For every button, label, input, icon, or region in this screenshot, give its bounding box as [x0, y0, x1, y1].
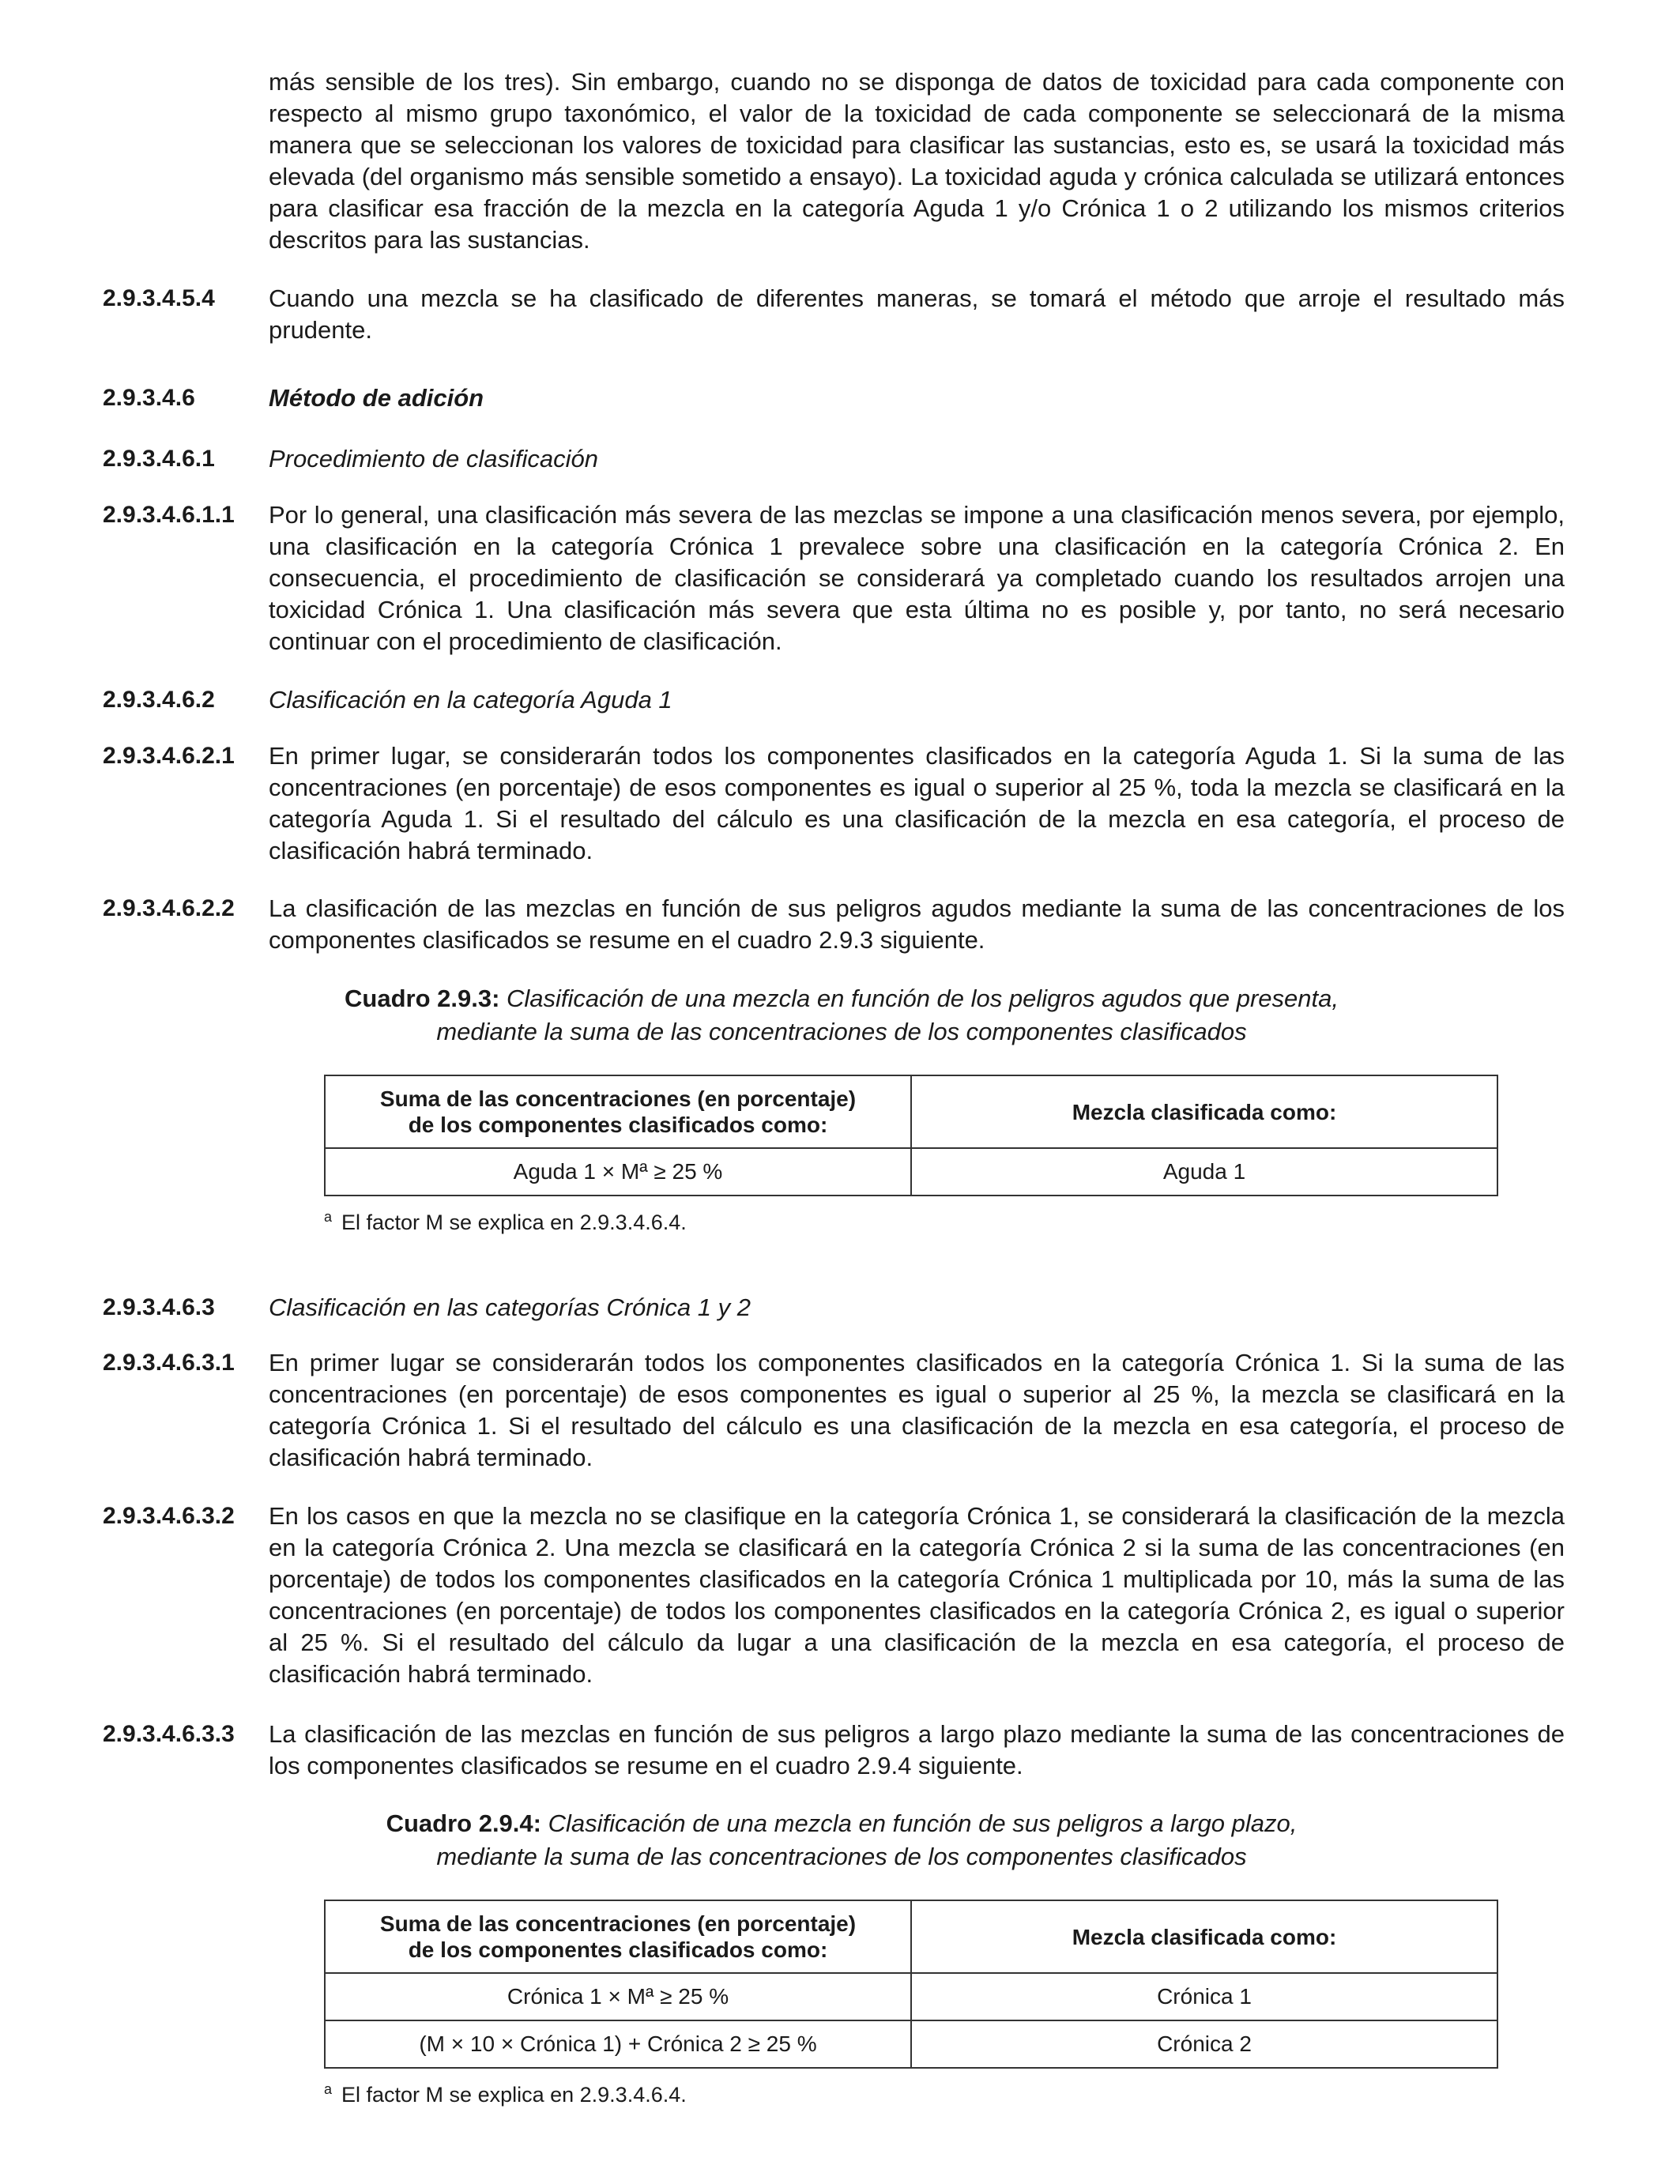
section-heading: Clasificación en la categoría Aguda 1 — [269, 686, 672, 714]
section-text: En primer lugar se considerarán todos los componentes clasificados en la categoría Crónica 1. Si la suma de las concentraciones (en porcentaje) de esos componentes es igual o superior al 25 %, la mezcla se clasificará en la categoría Crónica 1. Si el resultado del cálculo es una clasificación de la mezcla en esa categoría, el proceso de clasificación habrá terminado. — [269, 1349, 1565, 1471]
section-number: 2.9.3.4.6.1 — [103, 446, 215, 472]
section-number: 2.9.3.4.6.2.2 — [103, 895, 235, 921]
column-header-classified: Mezcla clasificada como: — [911, 1900, 1497, 1973]
section-number: 2.9.3.4.6.3.3 — [103, 1721, 235, 1747]
footnote-mark: a — [324, 1209, 333, 1225]
section-text: Cuando una mezcla se ha clasificado de diferentes maneras, se tomará el método que arroje el resultado más prudente. — [269, 284, 1565, 344]
table-cell: Aguda 1 × Mª ≥ 25 % — [325, 1148, 911, 1196]
table-1-caption — [316, 982, 1367, 1049]
column-header-sum: Suma de las concentraciones (en porcentaje) de los componentes clasificados como: — [325, 1075, 911, 1148]
section-2-9-3-4-6-3-1 — [103, 1347, 1565, 1474]
table-cell: Crónica 1 × Mª ≥ 25 % — [325, 1973, 911, 2020]
table-title-line-2: mediante la suma de las concentraciones de los componentes clasificados — [436, 1843, 1247, 1870]
section-text: Por lo general, una clasificación más severa de las mezclas se impone a una clasificación menos severa, por ejemplo, una clasificación en la categoría Crónica 1 prevalece sobre una clasificación en la categoría Crónica 2. En consecuencia, el procedimiento de clasificación se considerará ya completado cuando los resultados arrojen una toxicidad Crónica 1. Una clasificación más severa que esta última no es posible y, por tanto, no será necesario continuar con el procedimiento de clasificación. — [269, 501, 1565, 655]
footnote-mark: a — [324, 2081, 333, 2097]
section-2-9-3-4-6-2 — [103, 684, 1565, 716]
section-2-9-3-4-6 — [103, 382, 1565, 414]
section-text: La clasificación de las mezclas en función de sus peligros agudos mediante la suma de las concentraciones de los componentes clasificados se resume en el cuadro 2.9.3 siguiente. — [269, 894, 1565, 954]
section-text: En los casos en que la mezcla no se clasifique en la categoría Crónica 1, se considerará la clasificación de la mezcla en la categoría Crónica 2. Una mezcla se clasificará en la categoría Crónica 2 si la suma de las concentraciones (en porcentaje) de todos los componentes clasificados en la categoría Crónica 1 multiplicada por 10, más la suma de las concentraciones (en porcentaje) de todos los componentes clasificados en la categoría Crónica 2, es igual o superior al 25 %. Si el resultado del cálculo da lugar a una clasificación de la mezcla en esa categoría, el proceso de clasificación habrá terminado. — [269, 1502, 1565, 1688]
section-number: 2.9.3.4.6.1.1 — [103, 502, 235, 528]
table-cell: Crónica 1 — [911, 1973, 1497, 2020]
footnote-text: El factor M se explica en 2.9.3.4.6.4. — [341, 2083, 687, 2107]
column-header-classified: Mezcla clasificada como: — [911, 1075, 1497, 1148]
table-1-footnote — [324, 1209, 687, 1235]
table-title: Clasificación de una mezcla en función de sus peligros a largo plazo, — [548, 1809, 1298, 1837]
table-label: Cuadro 2.9.3: — [345, 985, 500, 1012]
table-cell: Crónica 2 — [911, 2020, 1497, 2068]
table-label: Cuadro 2.9.4: — [386, 1809, 541, 1837]
section-heading: Procedimiento de clasificación — [269, 445, 598, 473]
table-row — [325, 1148, 1497, 1196]
section-text: En primer lugar, se considerarán todos los componentes clasificados en la categoría Aguda 1. Si la suma de las concentraciones (en porcentaje) de esos componentes es igual o superior al 25 %, toda la mezcla se clasificará en la categoría Aguda 1. Si el resultado del cálculo es una clasificación de la mezcla en esa categoría, el proceso de clasificación habrá terminado. — [269, 742, 1565, 864]
section-heading: Clasificación en las categorías Crónica 1 y 2 — [269, 1293, 751, 1321]
table-cell: (M × 10 × Crónica 1) + Crónica 2 ≥ 25 % — [325, 2020, 911, 2068]
section-2-9-3-4-6-2-1 — [103, 740, 1565, 867]
table-row — [325, 1973, 1497, 2020]
table-cell: Aguda 1 — [911, 1148, 1497, 1196]
table-row — [325, 2020, 1497, 2068]
table-2-9-4 — [324, 1900, 1498, 2069]
section-2-9-3-4-6-1 — [103, 443, 1565, 475]
section-2-9-3-4-6-3-2 — [103, 1501, 1565, 1690]
section-number: 2.9.3.4.6.2 — [103, 687, 215, 713]
section-2-9-3-4-6-1-1 — [103, 499, 1565, 657]
section-text: La clasificación de las mezclas en función de sus peligros a largo plazo mediante la suma de las concentraciones de los componentes clasificados se resume en el cuadro 2.9.4 siguiente. — [269, 1720, 1565, 1779]
footnote-text: El factor M se explica en 2.9.3.4.6.4. — [341, 1211, 687, 1234]
table-header-row — [325, 1900, 1497, 1973]
section-number: 2.9.3.4.6.3.1 — [103, 1350, 235, 1376]
table-2-9-3 — [324, 1075, 1498, 1196]
intro-paragraph: más sensible de los tres). Sin embargo, cuando no se disponga de datos de toxicidad para cada componente con respecto al mismo grupo taxonómico, el valor de la toxicidad de cada componente se seleccionará de la misma manera que se seleccionan los valores de toxicidad para clasificar las sustancias, esto es, se usará la toxicidad más elevada (del organismo más sensible sometido a ensayo). La toxicidad aguda y crónica calculada se utilizará entonces para clasificar esa fracción de la mezcla en la categoría Aguda 1 y/o Crónica 1 o 2 utilizando los mismos criterios descritos para las sustancias. — [269, 68, 1565, 254]
section-number: 2.9.3.4.6.3.2 — [103, 1503, 235, 1529]
table-header-row — [325, 1075, 1497, 1148]
column-header-sum: Suma de las concentraciones (en porcentaje) de los componentes clasificados como: — [325, 1900, 911, 1973]
section-2-9-3-4-6-3 — [103, 1292, 1565, 1324]
table-2-footnote — [324, 2081, 687, 2107]
section-heading: Método de adición — [269, 384, 484, 412]
section-number: 2.9.3.4.6.2.1 — [103, 743, 235, 769]
table-title-line-2: mediante la suma de las concentraciones de los componentes clasificados — [436, 1018, 1247, 1045]
table-2-caption — [316, 1807, 1367, 1873]
section-number: 2.9.3.4.6.3 — [103, 1294, 215, 1320]
section-2-9-3-4-5-4 — [103, 283, 1565, 346]
section-2-9-3-4-6-3-3 — [103, 1719, 1565, 1782]
table-title: Clasificación de una mezcla en función de los peligros agudos que presenta, — [507, 985, 1339, 1012]
section-2-9-3-4-6-2-2 — [103, 893, 1565, 956]
section-number: 2.9.3.4.6 — [103, 385, 195, 411]
section-number: 2.9.3.4.5.4 — [103, 285, 215, 311]
